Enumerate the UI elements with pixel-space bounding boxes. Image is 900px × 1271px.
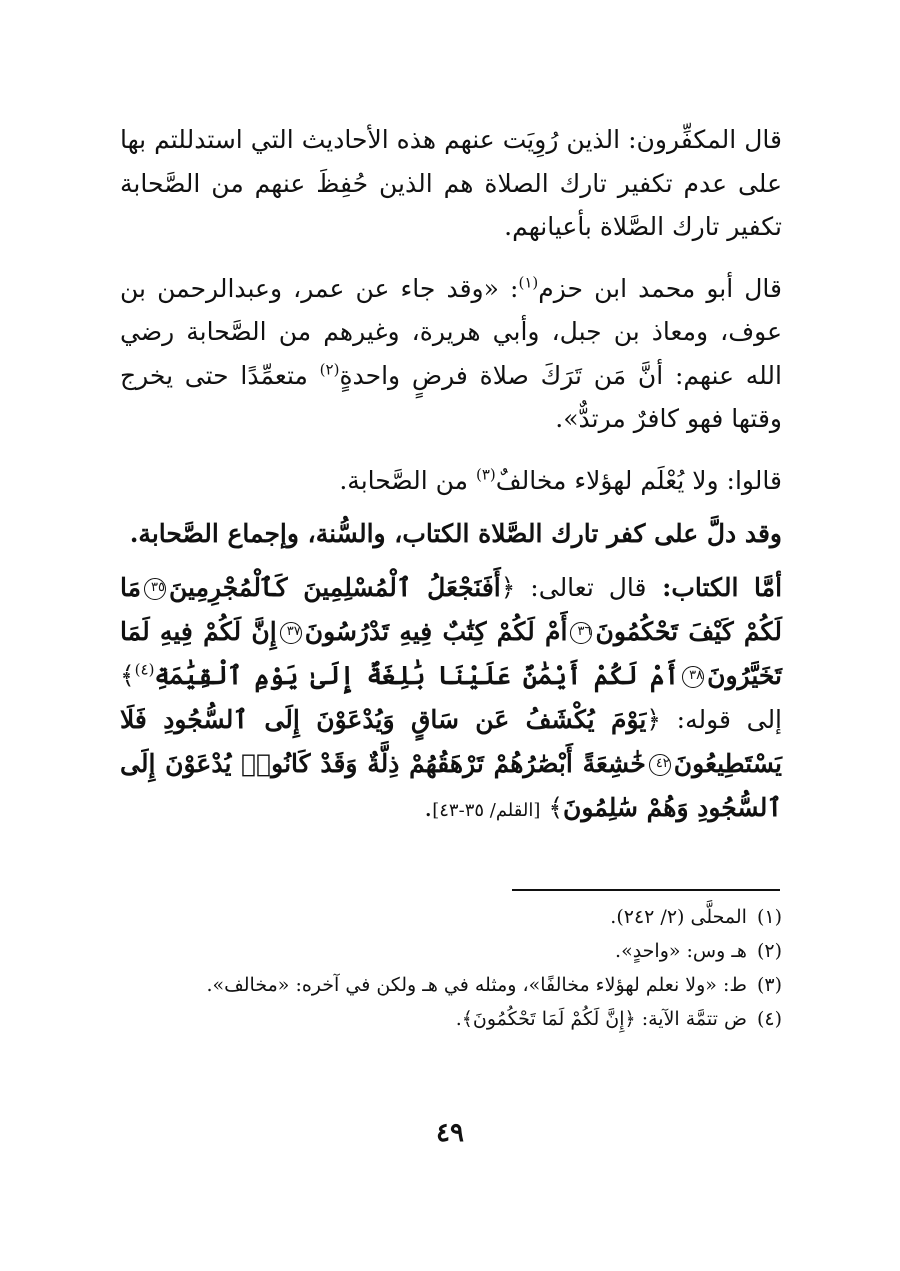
verse-35: أَفَنَجْعَلُ ٱلْمُسْلِمِينَ كَٱلْمُجْرِمِينَ [169, 572, 501, 602]
footnote-text: هـ وس: «واحدٍ». [615, 940, 747, 962]
paragraph-ibn-hazm [120, 267, 782, 441]
footnote-2 [120, 934, 782, 968]
verse-number-38: ٣٨ [682, 666, 704, 688]
verse-36: مَا لَكُمْ كَيْفَ تَحْكُمُونَ [120, 572, 782, 646]
verse-number-37: ٣٧ [280, 622, 302, 644]
quran-intro-rest: قال تعالى: [515, 572, 647, 602]
ibn-hazm-text-a: قال أبو محمد ابن حزم [538, 273, 782, 303]
footnote-text: المحلَّى (٢/ ٢٤٢). [610, 906, 747, 928]
quran-end-period: . [424, 792, 433, 822]
main-text [120, 118, 782, 833]
quran-open-bracket: ﴿ [500, 572, 516, 602]
footnote-3 [120, 968, 782, 1002]
footnote-number: (١) [756, 906, 782, 928]
ibn-hazm-text-c: متعمِّدًا حتى يخرج وقتها فهو كافرٌ مرتدٌّ». [120, 360, 782, 433]
footnote-ref-2[interactable]: (٢) [319, 360, 340, 379]
quran-close-bracket-2: ﴾ [548, 792, 563, 822]
quran-middle-text: إلى قوله: [661, 704, 783, 734]
verse-39: أَمْ لَكُمْ أَيْمَٰنٌ عَلَيْنَا بَٰلِغَةٌ إِلَىٰ يَوْمِ ٱلْقِيَٰمَةِ [154, 660, 680, 690]
footnote-ref-4[interactable]: (٤) [134, 660, 155, 679]
footnote-1 [120, 900, 782, 934]
paragraph-quran-evidence [120, 566, 782, 833]
footnote-number: (٢) [756, 940, 782, 962]
footnote-separator [512, 889, 780, 891]
ibn-hazm-text-b: : «وقد جاء عن عمر، وعبدالرحمن بن عوف، ومعاذ بن جبل، وأبي هريرة، وغيرهم من الصَّحابة رضي الله عنهم: أنَّ مَن تَرَكَ صلاة فرضٍ واحدةٍ [120, 273, 782, 390]
quran-reference: [القلم/ ٣٥-٤٣] [432, 799, 541, 821]
verse-number-36: ٣٦ [570, 622, 592, 644]
paragraph-evidence-heading: وقد دلَّ على كفر تارك الصَّلاة الكتاب، والسُّنة، وإجماع الصَّحابة. [129, 519, 782, 548]
paragraph-no-dissent [120, 459, 782, 503]
no-dissent-text-b: من الصَّحابة. [339, 465, 476, 495]
verse-37: أَمْ لَكُمْ كِتَٰبٌ فِيهِ تَدْرُسُونَ [304, 616, 568, 646]
footnote-number: (٤) [756, 1008, 782, 1030]
footnote-number: (٣) [756, 974, 782, 996]
quran-close-bracket-1: ﴾ [120, 660, 135, 690]
footnotes [120, 900, 782, 1036]
verse-43: خَٰشِعَةً أَبْصَٰرُهُمْ تَرْهَقُهُمْ ذِلَّةٌ وَقَدْ كَانُوا۟ يُدْعَوْنَ إِلَى ٱلسُّجُودِ وَهُمْ سَٰلِمُونَ [120, 748, 782, 822]
paragraph-mukaffirun: قال المكفِّرون: الذين رُوِيَت عنهم هذه الأحاديث التي استدللتم بها على عدم تكفير تارك الصلاة هم الذين حُفِظَ عنهم من الصَّحابة تكفير تارك الصَّلاة بأعيانهم. [120, 125, 782, 241]
verse-38: إِنَّ لَكُمْ فِيهِ لَمَا تَخَيَّرُونَ [120, 616, 782, 690]
quran-intro: أمَّا الكتاب: [646, 572, 783, 602]
footnote-ref-3[interactable]: (٣) [475, 465, 496, 484]
no-dissent-text-a: قالوا: ولا يُعْلَم لهؤلاء مخالفٌ [495, 465, 782, 495]
verse-number-35: ٣٥ [144, 578, 166, 600]
verse-42: يَوْمَ يُكْشَفُ عَن سَاقٍ وَيُدْعَوْنَ إِلَى ٱلسُّجُودِ فَلَا يَسْتَطِيعُونَ [120, 704, 782, 778]
page-number: ٤٩ [436, 1118, 464, 1148]
footnote-text: ط: «ولا نعلم لهؤلاء مخالفًا»، ومثله في هـ ولكن في آخره: «مخالف». [206, 974, 747, 996]
footnote-text: ض تتمَّة الآية: ﴿إِنَّ لَكُمْ لَمَا تَحْكُمُونَ﴾. [455, 1008, 747, 1030]
footnote-4 [120, 1002, 782, 1036]
verse-number-42: ٤٢ [649, 754, 671, 776]
quran-open-bracket-2: ﴿ [646, 704, 662, 734]
footnote-ref-1[interactable]: (١) [518, 273, 539, 292]
